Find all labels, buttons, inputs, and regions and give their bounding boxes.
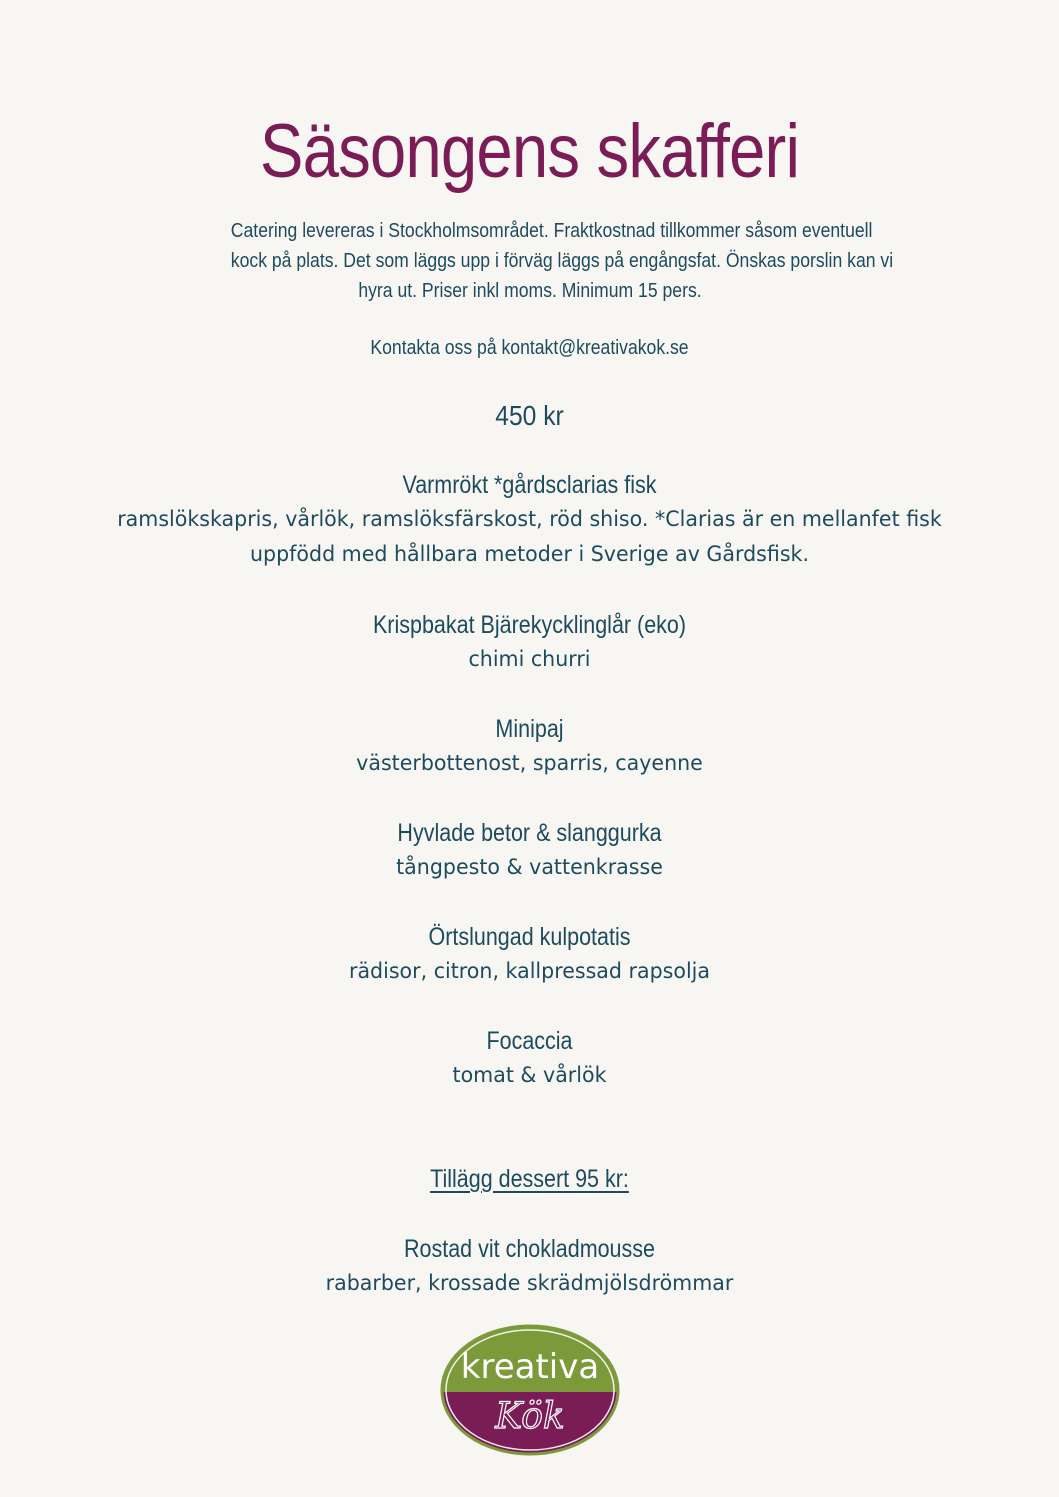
dish-item <box>80 712 979 781</box>
dish-name: Focaccia <box>486 1027 573 1055</box>
dish-name: Hyvlade betor & slanggurka <box>397 819 662 847</box>
intro-line: kock på plats. Det som läggs upp i förväg läggs på engångsfat. Önskas porslin kan vi <box>230 250 894 272</box>
dish-name: Örtslungad kulpotatis <box>428 923 631 951</box>
dish-description: rädisor, citron, kallpressad rapsolja <box>348 959 711 983</box>
dish-description: uppfödd med hållbara metoder i Sverige av Gårdsfisk. <box>250 542 809 566</box>
dish-description: tångpesto & vattenkrasse <box>396 855 663 879</box>
dish-item <box>80 920 979 989</box>
dessert-name: Rostad vit chokladmousse <box>404 1235 655 1263</box>
contact-line: Kontakta oss på kontakt@kreativakok.se <box>370 337 689 359</box>
dish-item <box>80 468 979 572</box>
logo-bottom-text: Kök <box>495 1396 565 1437</box>
intro-line: hyra ut. Priser inkl moms. Minimum 15 pers. <box>358 280 702 302</box>
dish-description: ramslökskapris, vårlök, ramslöksfärskost, röd shiso. *Clarias är en mellanfet fisk <box>117 507 942 531</box>
dessert-item <box>80 1232 979 1301</box>
logo-top-text: kreativa <box>460 1347 600 1387</box>
dish-item <box>80 816 979 885</box>
dish-description: chimi churri <box>468 647 591 671</box>
dessert-description: rabarber, krossade skrädmjölsdrömmar <box>325 1271 734 1295</box>
page-title: Säsongens skafferi <box>259 109 800 194</box>
dessert-heading <box>74 1162 985 1196</box>
dish-description: västerbottenost, sparris, cayenne <box>356 751 703 775</box>
dish-item <box>80 608 979 677</box>
menu-price: 450 kr <box>495 400 564 431</box>
dish-name: Krispbakat Bjärekycklinglår (eko) <box>372 611 687 639</box>
dish-name: Varmrökt *gårdsclarias fisk <box>402 471 657 499</box>
intro-line: Catering levereras i Stockholmsområdet. Fraktkostnad tillkommer såsom eventuell <box>230 220 873 242</box>
dish-item <box>80 1024 979 1093</box>
intro-text <box>230 216 894 306</box>
kreativa-kok-logo <box>438 1322 622 1458</box>
dish-name: Minipaj <box>495 715 564 743</box>
dessert-heading-text: Tillägg dessert 95 kr: <box>430 1165 629 1193</box>
dish-description: tomat & vårlök <box>452 1063 607 1087</box>
